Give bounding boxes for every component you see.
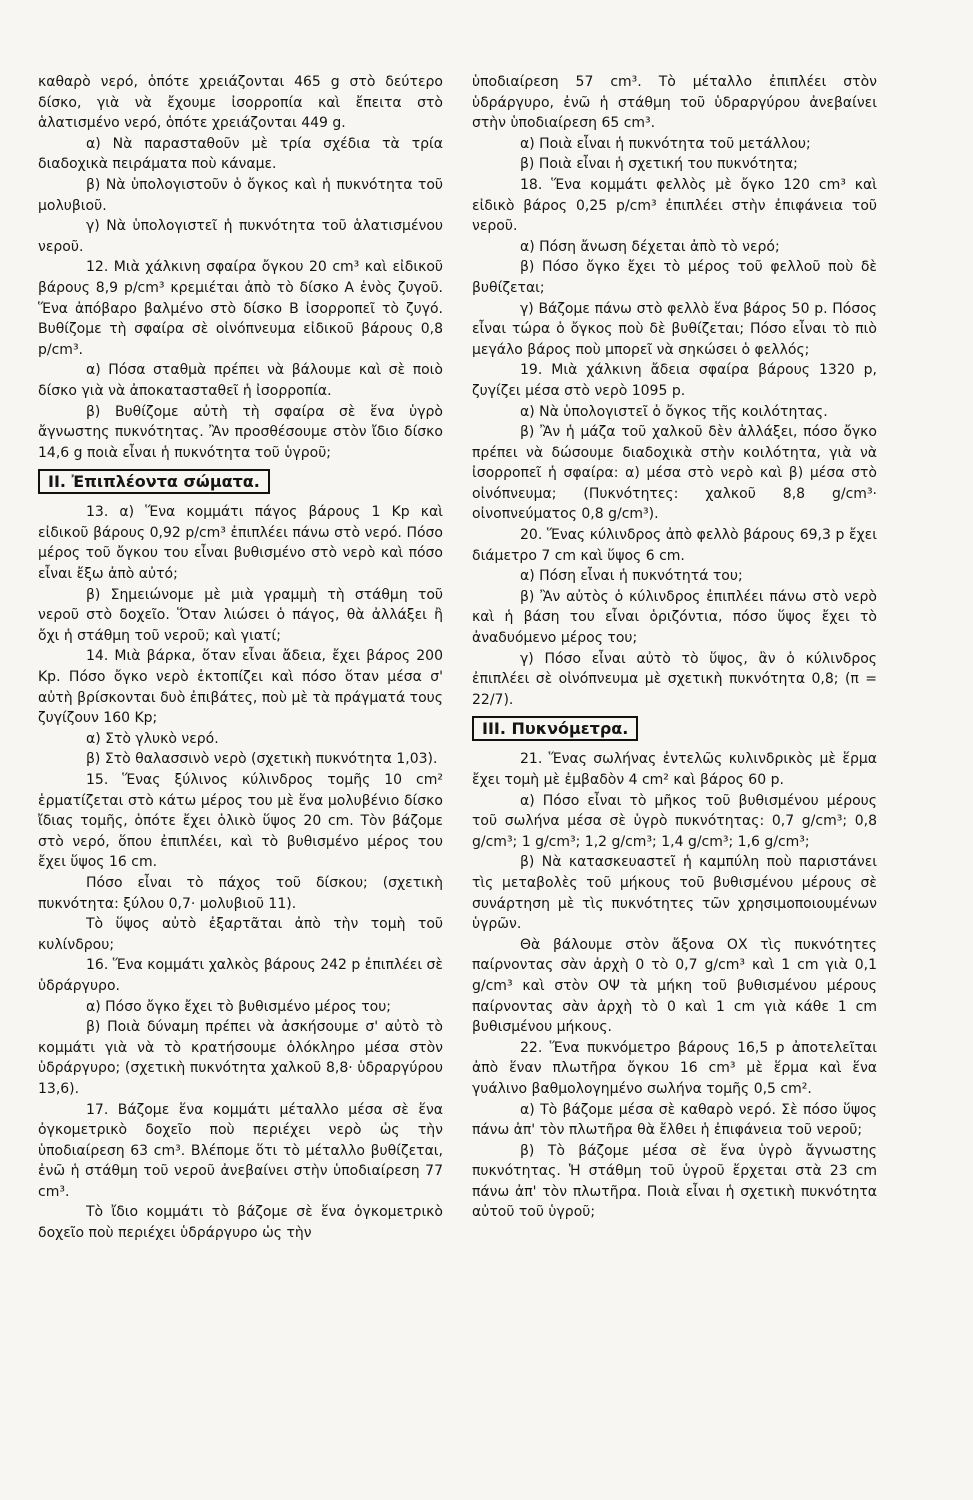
paragraph: 22. Ἕνα πυκνόμετρο βάρους 16,5 p ἀποτελεῖται ἀπὸ ἕναν πλωτῆρα ὄγκου 16 cm³ μὲ ἕρμα καὶ ἕνα γυάλινο βαθμολογημένο σωλήνα τομῆς 0,5 cm². [472, 1039, 877, 1097]
paragraph: α) Πόσο εἶναι τὸ μῆκος τοῦ βυθισμένου μέρους τοῦ σωλήνα μέσα σὲ ὑγρὸ πυκνότητας: 0,7 g/cm³; 0,8 g/cm³; 1 g/cm³; 1,2 g/cm³; 1,4 g/cm³; 1,6 g/cm³; [472, 792, 877, 850]
paragraph: β) Στὸ θαλασσινὸ νερὸ (σχετικὴ πυκνότητα 1,03). [86, 751, 438, 768]
paragraph: 16. Ἕνα κομμάτι χαλκὸς βάρους 242 p ἐπιπλέει σὲ ὑδράργυρο. [38, 957, 443, 994]
paragraph: καθαρὸ νερό, ὁπότε χρειάζονται 465 g στὸ δεύτερο δίσκο, γιὰ νὰ ἔχουμε ἰσορροπία καὶ ἔπειτα στὸ ἁλατισμένο νερό, ὁπότε χρειάζονται 449 g. [38, 74, 443, 132]
paragraph: 18. Ἕνα κομμάτι φελλὸς μὲ ὄγκο 120 cm³ καὶ εἰδικὸ βάρος 0,25 p/cm³ ἐπιπλέει στὴν ἐπιφάνεια τοῦ νεροῦ. [472, 176, 877, 235]
paragraph: β) Πόσο ὄγκο ἔχει τὸ μέρος τοῦ φελλοῦ ποὺ δὲ βυθίζεται; [472, 259, 877, 296]
paragraph: α) Ποιὰ εἶναι ἡ πυκνότητα τοῦ μετάλλου; [520, 135, 811, 152]
paragraph: β) Νὰ κατασκευαστεῖ ἡ καμπύλη ποὺ παριστάνει τὶς μεταβολὲς τοῦ μήκους τοῦ βυθισμένου μέρους σὲ συνάρτηση μὲ τὶς πυκνότητες τῶν χρησιμοποιουμένων ὑγρῶν. [472, 854, 877, 933]
paragraph: α) Στὸ γλυκὸ νερό. [86, 730, 219, 747]
paragraph: 15. Ἕνας ξύλινος κύλινδρος τομῆς 10 cm² ἑρματίζεται στὸ κάτω μέρος του μὲ ἕνα μολυβένιο δίσκο ἴδιας τομῆς, ὁπότε ἔχει ὁλικὸ ὕψος 20 cm. Τὸν βάζομε στὸ νερό, ὅπου ἐπιπλέει, καὶ τὸ βυθισμένο μέρος του ἔχει ὕψος 16 cm. [38, 772, 443, 871]
right-column [472, 72, 877, 1223]
paragraph: γ) Βάζομε πάνω στὸ φελλὸ ἕνα βάρος 50 p. Πόσος εἶναι τώρα ὁ ὄγκος ποὺ δὲ βυθίζεται; Πόσο εἶναι τὸ πιὸ μεγάλο βάρος ποὺ μπορεῖ νὰ σηκώσει ὁ φελλός; [472, 300, 877, 358]
left-column [38, 72, 443, 1244]
paragraph: Θὰ βάλουμε στὸν ἄξονα ΟΧ τὶς πυκνότητες παίρνοντας σὰν ἀρχὴ 0 τὸ 0,7 g/cm³ καὶ 1 cm γιὰ 0,1 g/cm³ καὶ στὸν ΟΨ τὰ μήκη τοῦ βυθισμένου μέρους παίρνοντας σὰν ἀρχὴ τὸ 0 καὶ 1 cm γιὰ κάθε 1 cm βυθισμένου μήκους. [472, 936, 877, 1036]
paragraph: γ) Πόσο εἶναι αὐτὸ τὸ ὕψος, ἂν ὁ κύλινδρος ἐπιπλέει σὲ οἰνόπνευμα μὲ σχετικὴ πυκνότητα 0,8; (π = 22/7). [472, 650, 877, 708]
section-heading: II. Ἐπιπλέοντα σώματα. [38, 469, 270, 494]
paragraph: Τὸ ὕψος αὐτὸ ἐξαρτᾶται ἀπὸ τὴν τομὴ τοῦ κυλίνδρου; [38, 916, 443, 953]
paragraph: α) Νὰ ὑπολογιστεῖ ὁ ὄγκος τῆς κοιλότητας. [520, 403, 828, 420]
paragraph: α) Πόσο ὄγκο ἔχει τὸ βυθισμένο μέρος του; [86, 998, 392, 1015]
paragraph: β) Τὸ βάζομε μέσα σὲ ἕνα ὑγρὸ ἄγνωστης πυκνότητας. Ἡ στάθμη τοῦ ὑγροῦ ἔρχεται στὰ 23 cm πάνω ἀπ' τὸν πλωτῆρα. Ποιὰ εἶναι ἡ σχετικὴ πυκνότητα αὐτοῦ τοῦ ὑγροῦ; [472, 1142, 877, 1221]
paragraph: β) Ἂν αὐτὸς ὁ κύλινδρος ἐπιπλέει πάνω στὸ νερὸ καὶ ἡ βάση του εἶναι ὁριζόντια, πόσο ὕψος ἔχει τὸ ἀναδυόμενο μέρος του; [472, 588, 877, 647]
paragraph: β) Ποιὰ δύναμη πρέπει νὰ ἀσκήσουμε σ' αὐτὸ τὸ κομμάτι γιὰ νὰ τὸ κρατήσουμε ὁλόκληρο μέσα στὸν ὑδράργυρο; (σχετικὴ πυκνότητα χαλκοῦ 8,8· ὑδραργύρου 13,6). [38, 1019, 443, 1097]
paragraph: 21. Ἕνας σωλήνας ἐντελῶς κυλινδρικὸς μὲ ἕρμα ἔχει τομὴ μὲ ἐμβαδὸν 4 cm² καὶ βάρος 60 p. [472, 751, 877, 788]
paragraph: 13. α) Ἕνα κομμάτι πάγος βάρους 1 Kp καὶ εἰδικοῦ βάρους 0,92 p/cm³ ἐπιπλέει πάνω στὸ νερό. Πόσο μέρος τοῦ ὄγκου του εἶναι βυθισμένο στὸ νερὸ καὶ πόσο εἶναι ἔξω ἀπὸ αὐτό; [38, 504, 443, 583]
paragraph: Τὸ ἴδιο κομμάτι τὸ βάζομε σὲ ἕνα ὀγκομετρικὸ δοχεῖο ποὺ περιέχει ὑδράργυρο ὡς τὴν [38, 1204, 443, 1242]
section-heading: III. Πυκνόμετρα. [472, 716, 638, 741]
paragraph: β) Βυθίζομε αὐτὴ τὴ σφαίρα σὲ ἕνα ὑγρὸ ἄγνωστης πυκνότητας. Ἂν προσθέσουμε στὸν ἴδιο δίσκο 14,6 g ποιὰ εἶναι ἡ πυκνότητα τοῦ ὑγροῦ; [38, 403, 443, 461]
paragraph: β) Ἂν ἡ μάζα τοῦ χαλκοῦ δὲν ἀλλάξει, πόσο ὄγκο πρέπει νὰ δώσουμε διαδοχικὰ στὴν κοιλότητα, γιὰ νὰ ἰσορροπεῖ ἡ σφαίρα: α) μέσα στὸ νερὸ καὶ β) μέσα στὸ οἰνόπνευμα; (Πυκνότητες: χαλκοῦ 8,8 g/cm³· οἰνοπνεύματος 0,8 g/cm³). [472, 424, 877, 523]
paragraph: 12. Μιὰ χάλκινη σφαίρα ὄγκου 20 cm³ καὶ εἰδικοῦ βάρους 8,9 p/cm³ κρεμιέται ἀπὸ τὸ δίσκο Α ἑνὸς ζυγοῦ. Ἕνα ἀπόβαρο βαλμένο στὸ δίσκο Β ἰσορροπεῖ τὸ ζυγό. Βυθίζομε τὴ σφαίρα σὲ οἰνόπνευμα εἰδικοῦ βάρους 0,8 p/cm³. [38, 259, 443, 358]
paragraph: β) Σημειώνομε μὲ μιὰ γραμμὴ τὴ στάθμη τοῦ νεροῦ στὸ δοχεῖο. Ὅταν λιώσει ὁ πάγος, θὰ ἀλλάξει ἢ ὄχι ἡ στάθμη τοῦ νεροῦ; καὶ γιατί; [38, 586, 443, 644]
paragraph: 14. Μιὰ βάρκα, ὅταν εἶναι ἄδεια, ἔχει βάρος 200 Kp. Πόσο ὄγκο νερὸ ἐκτοπίζει καὶ πόσο ὅταν μέσα σ' αὐτὴ βρίσκονται δυὸ ἐπιβάτες, ποὺ μὲ τὰ πράγματά τους ζυγίζουν 160 Kp; [38, 648, 443, 727]
paragraph: γ) Νὰ ὑπολογιστεῖ ἡ πυκνότητα τοῦ ἁλατισμένου νεροῦ. [38, 218, 443, 255]
paragraph: α) Νὰ παρασταθοῦν μὲ τρία σχέδια τὰ τρία διαδοχικὰ πειράματα ποὺ κάναμε. [38, 135, 443, 173]
paragraph: 19. Μιὰ χάλκινη ἄδεια σφαίρα βάρους 1320 p, ζυγίζει μέσα στὸ νερὸ 1095 p. [472, 362, 877, 399]
paragraph: α) Τὸ βάζομε μέσα σὲ καθαρὸ νερό. Σὲ πόσο ὕψος πάνω ἀπ' τὸν πλωτῆρα θὰ ἔλθει ἡ ἐπιφάνεια τοῦ νεροῦ; [472, 1101, 877, 1139]
paragraph: α) Πόση ἄνωση δέχεται ἀπὸ τὸ νερό; [520, 238, 780, 255]
paragraph: α) Πόσα σταθμὰ πρέπει νὰ βάλουμε καὶ σὲ ποιὸ δίσκο γιὰ νὰ ἀποκατασταθεῖ ἡ ἰσορροπία. [38, 362, 443, 399]
paragraph: ὑποδιαίρεση 57 cm³. Τὸ μέταλλο ἐπιπλέει στὸν ὑδράργυρο, ἐνῶ ἡ στάθμη τοῦ ὑδραργύρου ἀνεβαίνει στὴν ὑποδιαίρεση 65 cm³. [472, 74, 877, 132]
paragraph: 20. Ἕνας κύλινδρος ἀπὸ φελλὸ βάρους 69,3 p ἔχει διάμετρο 7 cm καὶ ὕψος 6 cm. [472, 527, 877, 564]
paragraph: α) Πόση εἶναι ἡ πυκνότητά του; [520, 568, 743, 585]
paragraph: Πόσο εἶναι τὸ πάχος τοῦ δίσκου; (σχετικὴ πυκνότητα: ξύλου 0,7· μολυβιοῦ 11). [38, 874, 443, 912]
paragraph: 17. Βάζομε ἕνα κομμάτι μέταλλο μέσα σὲ ἕνα ὀγκομετρικὸ δοχεῖο ποὺ περιέχει νερὸ ὡς τὴν ὑποδιαίρεση 63 cm³. Βλέπομε ὅτι τὸ μέταλλο βυθίζεται, ἐνῶ ἡ στάθμη τοῦ νεροῦ ἀνεβαίνει στὴν ὑποδιαίρεση 77 cm³. [38, 1101, 443, 1200]
paragraph: β) Νὰ ὑπολογιστοῦν ὁ ὄγκος καὶ ἡ πυκνότητα τοῦ μολυβιοῦ. [38, 176, 443, 214]
paragraph: β) Ποιὰ εἶναι ἡ σχετική του πυκνότητα; [520, 156, 798, 173]
